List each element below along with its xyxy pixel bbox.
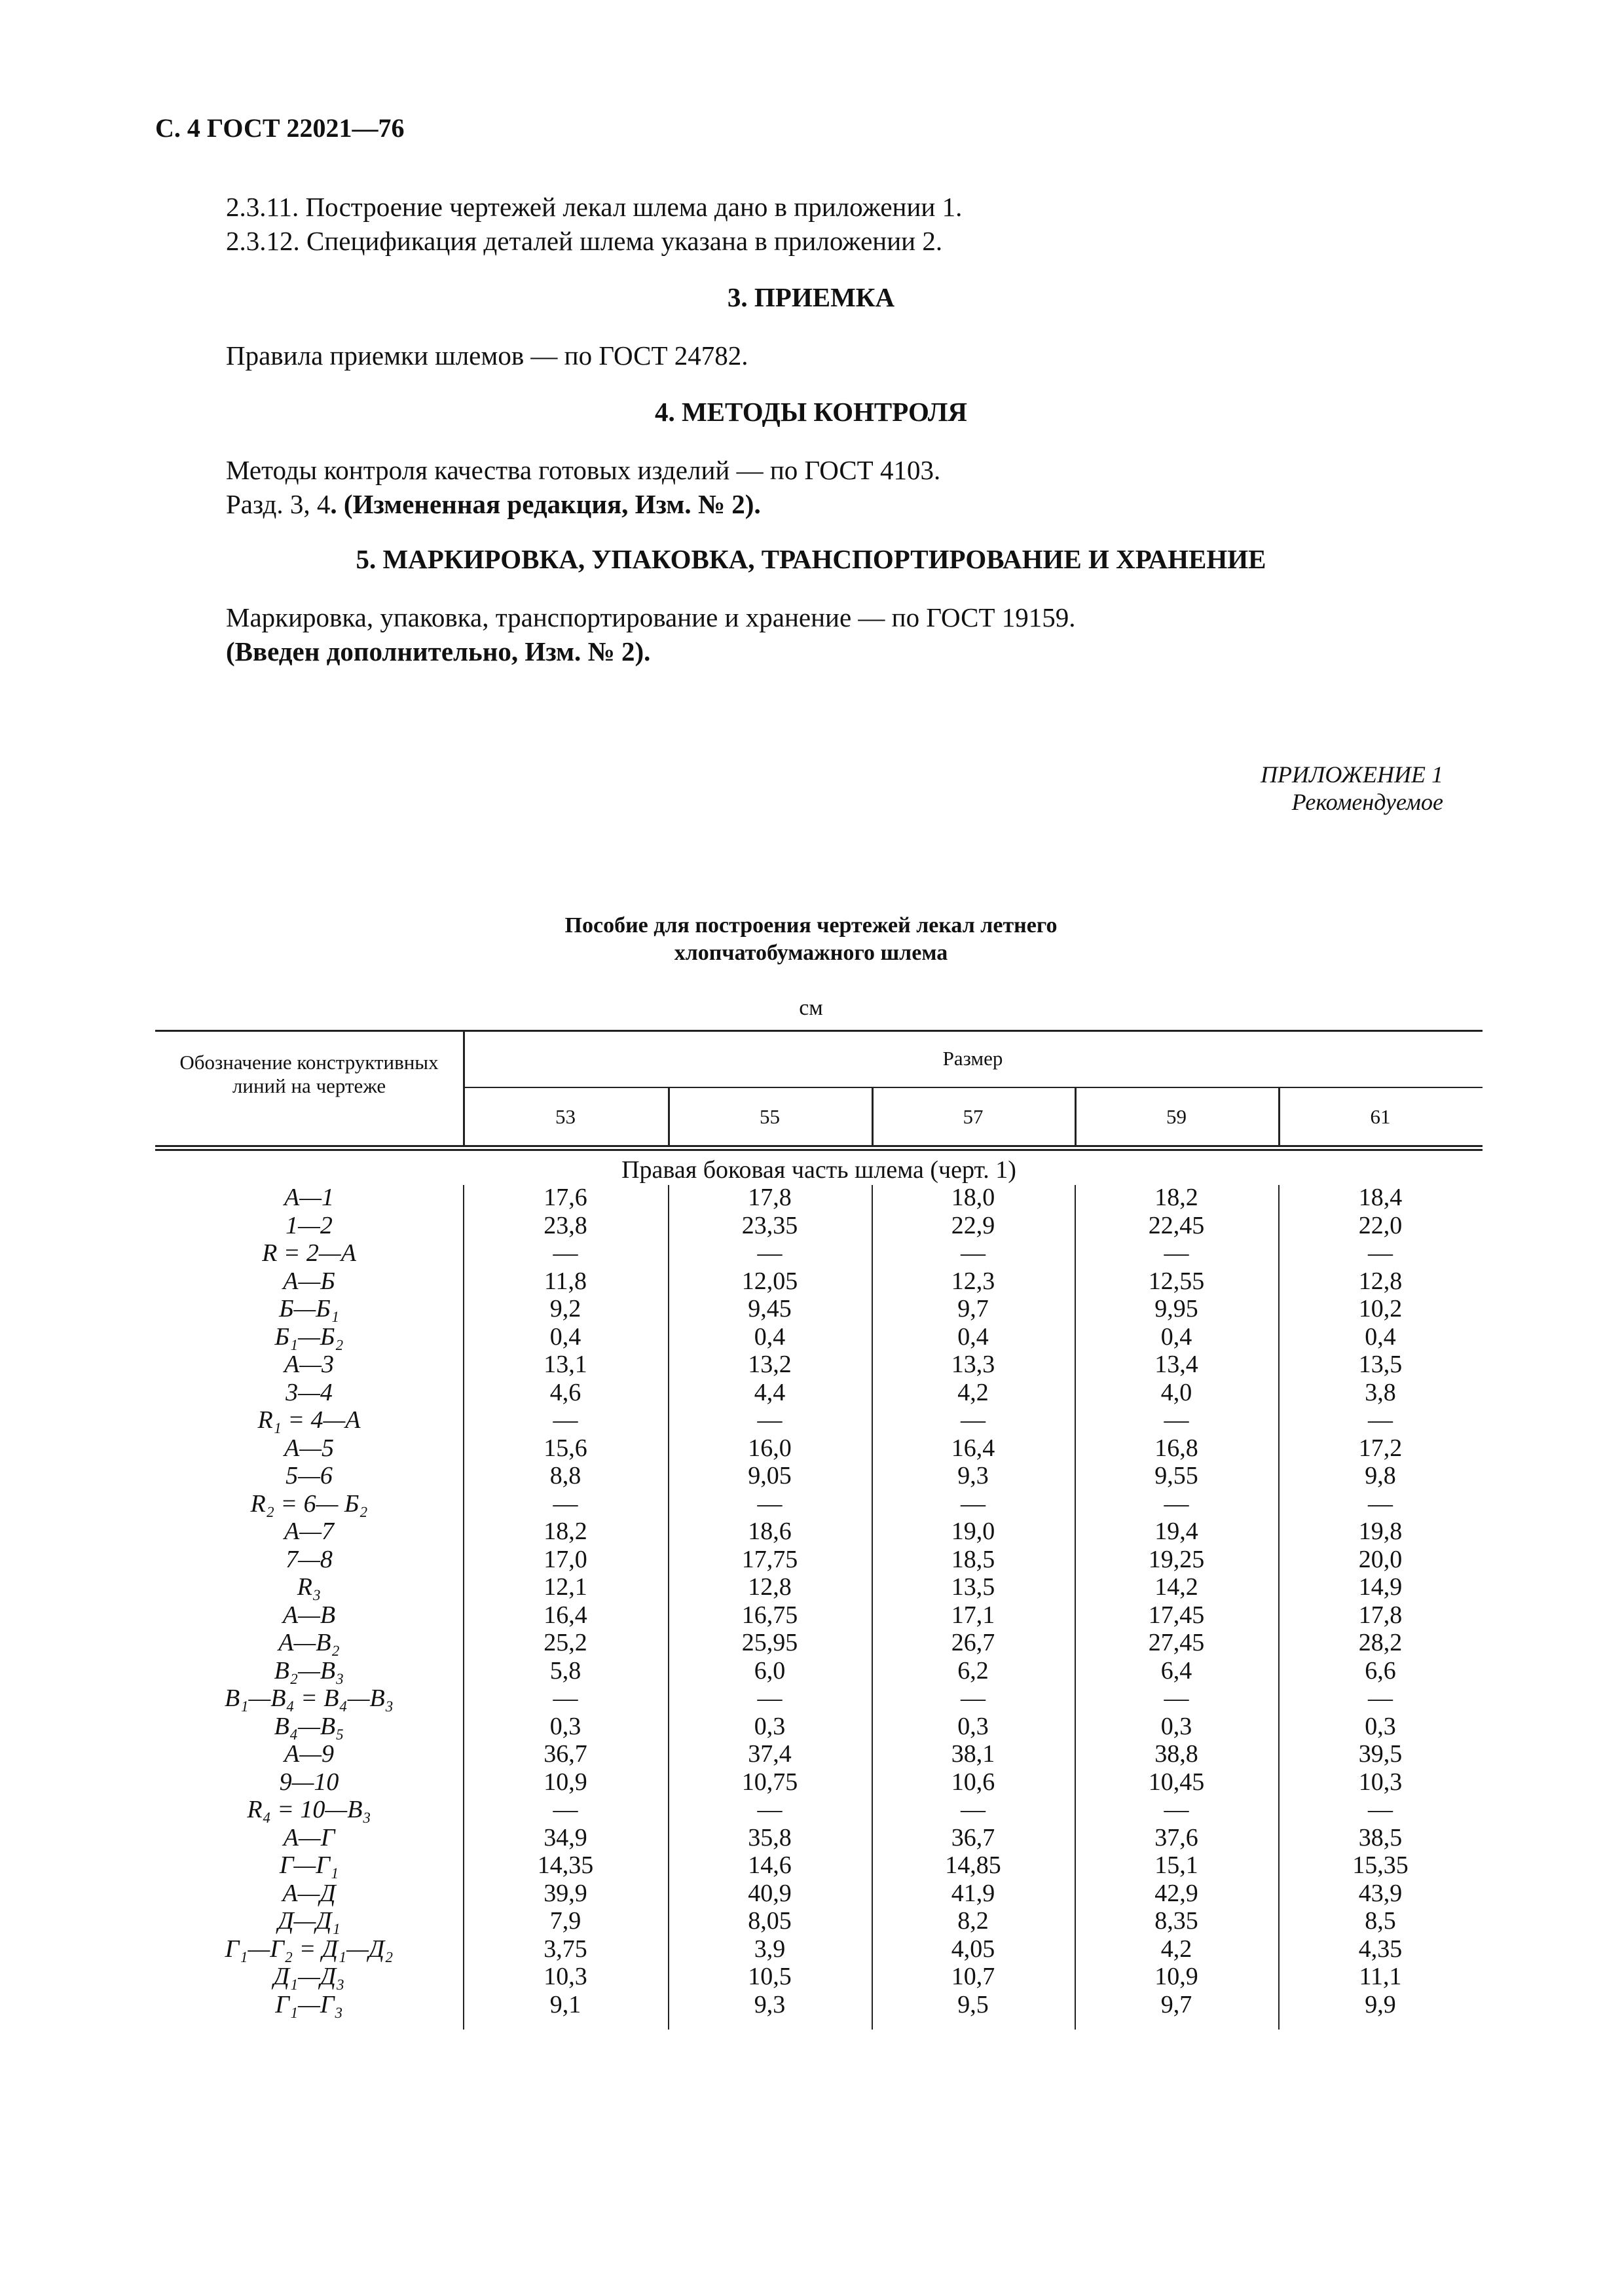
cell-size-59: — bbox=[1164, 1239, 1189, 1267]
cell-size-61: 12,8 bbox=[1358, 1267, 1403, 1295]
cell-size-61: 15,35 bbox=[1352, 1851, 1409, 1879]
table-row bbox=[155, 1239, 1483, 1267]
cell-size-59: 38,8 bbox=[1154, 1740, 1198, 1768]
table-unit: см bbox=[799, 996, 823, 1020]
cell-size-61: — bbox=[1368, 1796, 1393, 1823]
table-row bbox=[155, 1601, 1483, 1630]
cell-size-57: — bbox=[961, 1489, 986, 1518]
row-label: Б₁—Б₂ bbox=[274, 1322, 344, 1351]
size-header-57: 57 bbox=[963, 1105, 984, 1128]
paragraph-2-3-11: 2.3.11. Построение чертежей лекал шлема дано в приложении 1. bbox=[226, 192, 963, 222]
cell-size-55: 3,9 bbox=[754, 1935, 786, 1963]
cell-size-53: 15,6 bbox=[544, 1434, 587, 1462]
cell-size-53: 17,6 bbox=[544, 1184, 587, 1211]
cell-size-59: 9,55 bbox=[1154, 1462, 1198, 1489]
cell-size-61: 13,5 bbox=[1358, 1351, 1403, 1378]
cell-size-61: 28,2 bbox=[1358, 1629, 1403, 1656]
table-row bbox=[155, 1462, 1483, 1490]
cell-size-59: — bbox=[1164, 1796, 1189, 1823]
row-label: 9—10 bbox=[279, 1768, 339, 1796]
cell-size-59: 19,4 bbox=[1154, 1518, 1198, 1545]
table-row bbox=[155, 1657, 1483, 1685]
cell-size-55: 25,95 bbox=[741, 1629, 798, 1656]
cell-size-55: 9,45 bbox=[748, 1295, 792, 1322]
table-row bbox=[155, 1796, 1483, 1824]
table-top-rule bbox=[155, 1030, 1483, 1032]
table-row bbox=[155, 1685, 1483, 1713]
row-label: 5—6 bbox=[286, 1462, 333, 1489]
cell-size-55: 10,5 bbox=[748, 1963, 792, 1990]
row-label: 7—8 bbox=[286, 1545, 333, 1573]
cell-size-55: 23,35 bbox=[741, 1211, 798, 1239]
cell-size-59: 9,7 bbox=[1160, 1990, 1192, 2018]
cell-size-57: 0,4 bbox=[957, 1322, 989, 1351]
cell-size-61: 17,8 bbox=[1358, 1601, 1403, 1629]
cell-size-53: 5,8 bbox=[549, 1656, 581, 1685]
cell-size-55: 13,2 bbox=[748, 1351, 792, 1378]
cell-size-57: — bbox=[961, 1685, 986, 1712]
cell-size-57: 13,5 bbox=[951, 1573, 995, 1601]
cell-size-59: 15,1 bbox=[1154, 1851, 1198, 1879]
cell-size-61: 9,9 bbox=[1365, 1990, 1396, 2018]
cell-size-57: 10,7 bbox=[951, 1963, 995, 1990]
table-row bbox=[155, 1490, 1483, 1518]
cell-size-53: 9,2 bbox=[549, 1295, 581, 1322]
cell-size-57: 9,5 bbox=[957, 1990, 989, 2018]
table-row bbox=[155, 1434, 1483, 1463]
cell-size-53: 18,2 bbox=[544, 1518, 587, 1545]
table-row bbox=[155, 1629, 1483, 1657]
table-row bbox=[155, 1184, 1483, 1212]
table-title bbox=[0, 912, 1622, 967]
table-size-rule bbox=[463, 1087, 1483, 1088]
cell-size-59: 0,3 bbox=[1160, 1712, 1192, 1740]
cell-size-59: 4,2 bbox=[1160, 1935, 1192, 1963]
row-label: R₃ bbox=[297, 1573, 322, 1601]
size-header-55: 55 bbox=[760, 1105, 780, 1128]
size-header-53: 53 bbox=[555, 1105, 576, 1128]
cell-size-61: 10,3 bbox=[1358, 1768, 1403, 1796]
row-label: 1—2 bbox=[286, 1211, 333, 1239]
cell-size-61: 20,0 bbox=[1358, 1545, 1403, 1573]
row-label: А—7 bbox=[284, 1518, 334, 1545]
row-label: А—В₂ bbox=[278, 1629, 340, 1656]
row-label: Б—Б₁ bbox=[279, 1295, 339, 1322]
cell-size-55: 9,05 bbox=[748, 1462, 792, 1489]
cell-size-61: 17,2 bbox=[1358, 1434, 1403, 1462]
cell-size-53: 8,8 bbox=[549, 1462, 581, 1489]
cell-size-59: 17,45 bbox=[1148, 1601, 1205, 1629]
cell-size-61: — bbox=[1368, 1239, 1393, 1267]
cell-size-53: 39,9 bbox=[544, 1879, 587, 1907]
paragraph-marking: Маркировка, упаковка, транспортирование и хранение — по ГОСТ 19159. bbox=[226, 602, 1076, 632]
cell-size-59: 4,0 bbox=[1160, 1378, 1192, 1406]
cell-size-59: 10,9 bbox=[1154, 1963, 1198, 1990]
cell-size-59: 27,45 bbox=[1148, 1629, 1205, 1656]
cell-size-61: 38,5 bbox=[1358, 1823, 1403, 1851]
table-title-line-1: Пособие для построения чертежей лекал летнего bbox=[564, 913, 1058, 938]
cell-size-53: 10,9 bbox=[544, 1768, 587, 1796]
row-label: Г—Г₁ bbox=[279, 1851, 339, 1879]
cell-size-53: — bbox=[553, 1239, 578, 1267]
cell-size-53: 16,4 bbox=[544, 1601, 587, 1629]
row-label: R = 2—A bbox=[262, 1239, 356, 1267]
cell-size-55: 0,3 bbox=[754, 1712, 786, 1740]
cell-size-53: 4,6 bbox=[549, 1378, 581, 1406]
cell-size-61: — bbox=[1368, 1685, 1393, 1712]
cell-size-59: 8,35 bbox=[1154, 1907, 1198, 1935]
cell-size-59: 0,4 bbox=[1160, 1322, 1192, 1351]
cell-size-59: 19,25 bbox=[1148, 1545, 1205, 1573]
cell-size-61: 43,9 bbox=[1358, 1879, 1403, 1907]
table-row bbox=[155, 1740, 1483, 1768]
cell-size-53: 3,75 bbox=[544, 1935, 587, 1963]
cell-size-57: 19,0 bbox=[951, 1518, 995, 1545]
cell-size-53: 12,1 bbox=[544, 1573, 587, 1601]
cell-size-57: 16,4 bbox=[951, 1434, 995, 1462]
cell-size-59: — bbox=[1164, 1685, 1189, 1712]
cell-size-53: 13,1 bbox=[544, 1351, 587, 1378]
cell-size-55: 18,6 bbox=[748, 1518, 792, 1545]
cell-size-55: 0,4 bbox=[754, 1322, 786, 1351]
measurements-table bbox=[155, 1030, 1483, 2028]
row-label: А—Б bbox=[283, 1267, 335, 1295]
cell-size-55: 17,75 bbox=[741, 1545, 798, 1573]
cell-size-53: 7,9 bbox=[549, 1907, 581, 1935]
table-row bbox=[155, 1351, 1483, 1379]
cell-size-57: 41,9 bbox=[951, 1879, 995, 1907]
row-label: Д—Д₁ bbox=[278, 1907, 341, 1935]
paragraph-control-methods: Методы контроля качества готовых изделий — по ГОСТ 4103. bbox=[226, 455, 941, 485]
cell-size-53: 10,3 bbox=[544, 1963, 587, 1990]
cell-size-57: — bbox=[961, 1406, 986, 1434]
cell-size-53: — bbox=[553, 1406, 578, 1434]
row-label: А—9 bbox=[284, 1740, 334, 1768]
cell-size-59: — bbox=[1164, 1406, 1189, 1434]
cell-size-57: 14,85 bbox=[945, 1851, 1001, 1879]
cell-size-61: 0,4 bbox=[1365, 1322, 1396, 1351]
cell-size-59: 14,2 bbox=[1154, 1573, 1198, 1601]
cell-size-57: — bbox=[961, 1239, 986, 1267]
table-row bbox=[155, 1323, 1483, 1351]
table-row bbox=[155, 1379, 1483, 1407]
appendix-subtitle: Рекомендуемое bbox=[1291, 789, 1443, 815]
cell-size-59: 18,2 bbox=[1154, 1184, 1198, 1211]
cell-size-59: 9,95 bbox=[1154, 1295, 1198, 1322]
cell-size-57: 8,2 bbox=[957, 1907, 989, 1935]
table-row bbox=[155, 1295, 1483, 1323]
table-row bbox=[155, 1907, 1483, 1935]
cell-size-57: 10,6 bbox=[951, 1768, 995, 1796]
cell-size-57: 13,3 bbox=[951, 1351, 995, 1378]
cell-size-57: 12,3 bbox=[951, 1267, 995, 1295]
cell-size-55: 37,4 bbox=[748, 1740, 792, 1768]
cell-size-59: 22,45 bbox=[1148, 1211, 1205, 1239]
cell-size-53: 25,2 bbox=[544, 1629, 587, 1656]
cell-size-57: — bbox=[961, 1796, 986, 1823]
cell-size-61: — bbox=[1368, 1406, 1393, 1434]
cell-size-57: 4,2 bbox=[957, 1378, 989, 1406]
table-row bbox=[155, 1768, 1483, 1796]
table-row bbox=[155, 1573, 1483, 1601]
cell-size-55: 16,0 bbox=[748, 1434, 792, 1462]
cell-size-55: 40,9 bbox=[748, 1879, 792, 1907]
table-row bbox=[155, 1267, 1483, 1296]
size-header-59: 59 bbox=[1166, 1105, 1187, 1128]
cell-size-61: 14,9 bbox=[1358, 1573, 1403, 1601]
cell-size-55: 12,8 bbox=[748, 1573, 792, 1601]
row-label: А—3 bbox=[284, 1351, 334, 1378]
cell-size-53: 0,3 bbox=[549, 1712, 581, 1740]
row-label: R₂ = 6— Б₂ bbox=[250, 1489, 368, 1518]
cell-size-61: 18,4 bbox=[1358, 1184, 1403, 1211]
cell-size-61: 10,2 bbox=[1358, 1295, 1403, 1322]
cell-size-57: 17,1 bbox=[951, 1601, 995, 1629]
cell-size-57: 22,9 bbox=[951, 1211, 995, 1239]
cell-size-59: — bbox=[1164, 1489, 1189, 1518]
paragraph-amendment bbox=[226, 487, 761, 521]
cell-size-53: 36,7 bbox=[544, 1740, 587, 1768]
table-row bbox=[155, 1518, 1483, 1546]
cell-size-55: 10,75 bbox=[741, 1768, 798, 1796]
cell-size-61: — bbox=[1368, 1489, 1393, 1518]
cell-size-61: 9,8 bbox=[1365, 1462, 1396, 1489]
page-header: С. 4 ГОСТ 22021—76 bbox=[155, 113, 405, 143]
cell-size-55: 35,8 bbox=[748, 1823, 792, 1851]
cell-size-61: 39,5 bbox=[1358, 1740, 1403, 1768]
amendment-plain-text: Разд. 3, 4 bbox=[226, 489, 331, 519]
cell-size-55: — bbox=[757, 1239, 783, 1267]
appendix-title: ПРИЛОЖЕНИЕ 1 bbox=[1261, 761, 1443, 788]
cell-size-61: 6,6 bbox=[1365, 1656, 1396, 1685]
cell-size-57: 36,7 bbox=[951, 1823, 995, 1851]
cell-size-55: — bbox=[757, 1796, 783, 1823]
cell-size-59: 10,45 bbox=[1148, 1768, 1205, 1796]
cell-size-55: — bbox=[757, 1489, 783, 1518]
row-label: А—1 bbox=[284, 1184, 334, 1211]
size-header-61: 61 bbox=[1370, 1105, 1391, 1128]
row-label: В₁—В₄ = В₄—В₃ bbox=[225, 1685, 394, 1712]
table-header-rule-1 bbox=[155, 1145, 1483, 1147]
row-label: Г₁—Г₂ = Д₁—Д₂ bbox=[225, 1935, 394, 1963]
cell-size-59: 42,9 bbox=[1154, 1879, 1198, 1907]
cell-size-59: 12,55 bbox=[1148, 1267, 1205, 1295]
cell-size-55: 17,8 bbox=[748, 1184, 792, 1211]
table-row bbox=[155, 1935, 1483, 1963]
cell-size-59: 37,6 bbox=[1154, 1823, 1198, 1851]
paragraph-2-3-12: 2.3.12. Спецификация деталей шлема указана в приложении 2. bbox=[226, 226, 943, 256]
cell-size-53: 14,35 bbox=[537, 1851, 594, 1879]
cell-size-55: 12,05 bbox=[741, 1267, 798, 1295]
cell-size-57: 26,7 bbox=[951, 1629, 995, 1656]
table-row bbox=[155, 1406, 1483, 1434]
row-label: В₂—В₃ bbox=[274, 1656, 344, 1685]
cell-size-57: 9,3 bbox=[957, 1462, 989, 1489]
cell-size-55: 14,6 bbox=[748, 1851, 792, 1879]
cell-size-61: 11,1 bbox=[1359, 1963, 1402, 1990]
table-header-rule-2 bbox=[155, 1149, 1483, 1151]
row-label: А—Д bbox=[282, 1879, 336, 1907]
cell-size-53: 23,8 bbox=[544, 1211, 587, 1239]
row-label: В₄—В₅ bbox=[274, 1712, 344, 1740]
row-label: R₄ = 10—В₃ bbox=[247, 1796, 371, 1823]
cell-size-55: 8,05 bbox=[748, 1907, 792, 1935]
table-section-title: Правая боковая часть шлема (черт. 1) bbox=[621, 1156, 1016, 1184]
row-label: Г₁—Г₃ bbox=[275, 1990, 343, 2018]
cell-size-53: 9,1 bbox=[549, 1990, 581, 2018]
cell-size-53: 34,9 bbox=[544, 1823, 587, 1851]
cell-size-57: 18,0 bbox=[951, 1184, 995, 1211]
amendment-bold-text: . (Измененная редакция, Изм. № 2). bbox=[330, 489, 761, 519]
cell-size-55: 4,4 bbox=[754, 1378, 786, 1406]
appendix-label bbox=[1261, 761, 1443, 816]
cell-size-57: 18,5 bbox=[951, 1545, 995, 1573]
cell-size-61: 4,35 bbox=[1358, 1935, 1403, 1963]
table-row bbox=[155, 1880, 1483, 1908]
cell-size-59: 13,4 bbox=[1154, 1351, 1198, 1378]
cell-size-57: 9,7 bbox=[957, 1295, 989, 1322]
cell-size-57: 0,3 bbox=[957, 1712, 989, 1740]
cell-size-57: 38,1 bbox=[951, 1740, 995, 1768]
cell-size-61: 19,8 bbox=[1358, 1518, 1403, 1545]
row-label: А—В bbox=[282, 1601, 336, 1629]
row-label: 3—4 bbox=[286, 1378, 333, 1406]
table-row bbox=[155, 1963, 1483, 1991]
cell-size-53: — bbox=[553, 1685, 578, 1712]
cell-size-61: 8,5 bbox=[1365, 1907, 1396, 1935]
cell-size-55: 6,0 bbox=[754, 1656, 786, 1685]
cell-size-55: 9,3 bbox=[754, 1990, 786, 2018]
cell-size-57: 4,05 bbox=[951, 1935, 995, 1963]
paragraph-introduced: (Введен дополнительно, Изм. № 2). bbox=[226, 636, 651, 666]
paragraph-acceptance: Правила приемки шлемов — по ГОСТ 24782. bbox=[226, 340, 748, 371]
cell-size-53: — bbox=[553, 1796, 578, 1823]
cell-size-59: 6,4 bbox=[1160, 1656, 1192, 1685]
table-row bbox=[155, 1824, 1483, 1852]
cell-size-53: — bbox=[553, 1489, 578, 1518]
cell-size-61: 3,8 bbox=[1365, 1378, 1396, 1406]
cell-size-53: 11,8 bbox=[544, 1267, 587, 1295]
table-body bbox=[155, 1184, 1483, 2018]
section-heading-4: 4. МЕТОДЫ КОНТРОЛЯ bbox=[654, 397, 968, 427]
cell-size-53: 17,0 bbox=[544, 1545, 587, 1573]
row-label: Д₁—Д₃ bbox=[273, 1963, 345, 1990]
column-header-designation: Обозначение конструктивных линий на чертеже bbox=[179, 1051, 439, 1097]
section-heading-3: 3. ПРИЕМКА bbox=[727, 282, 895, 312]
table-row bbox=[155, 1212, 1483, 1240]
cell-size-61: 22,0 bbox=[1358, 1211, 1403, 1239]
table-row bbox=[155, 1851, 1483, 1880]
table-title-line-2: хлопчатобумажного шлема bbox=[674, 941, 948, 965]
cell-size-55: — bbox=[757, 1685, 783, 1712]
section-heading-5: 5. МАРКИРОВКА, УПАКОВКА, ТРАНСПОРТИРОВАНИЕ И ХРАНЕНИЕ bbox=[356, 544, 1266, 574]
cell-size-57: 6,2 bbox=[957, 1656, 989, 1685]
column-header-size: Размер bbox=[942, 1047, 1003, 1070]
cell-size-59: 16,8 bbox=[1154, 1434, 1198, 1462]
table-row bbox=[155, 1713, 1483, 1741]
row-label: R₁ = 4—A bbox=[257, 1406, 361, 1434]
row-label: А—5 bbox=[284, 1434, 334, 1462]
table-row bbox=[155, 1991, 1483, 2019]
cell-size-55: 16,75 bbox=[741, 1601, 798, 1629]
cell-size-61: 0,3 bbox=[1365, 1712, 1396, 1740]
cell-size-53: 0,4 bbox=[549, 1322, 581, 1351]
table-row bbox=[155, 1546, 1483, 1574]
row-label: А—Г bbox=[283, 1823, 335, 1851]
cell-size-55: — bbox=[757, 1406, 783, 1434]
